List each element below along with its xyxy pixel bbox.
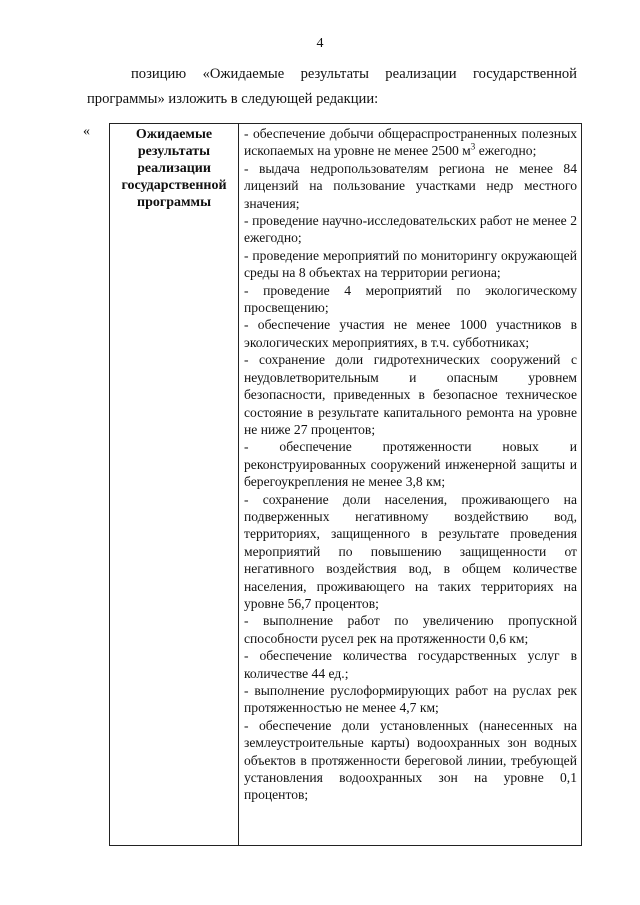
table-content-cell xyxy=(239,124,582,846)
list-item: - выдача недропользователям региона не менее 84 лицензий на пользование участками недр местного значения; xyxy=(244,160,577,211)
page-number: 4 xyxy=(316,36,324,51)
list-item-text-tail: ежегодно; xyxy=(475,143,537,159)
list-item: - обеспечение количества государственных услуг в количестве 44 ед.; xyxy=(244,648,577,681)
list-item: - выполнение работ по увеличению пропускной способности русел рек на протяженности 0,6 км; xyxy=(244,613,577,646)
table-row xyxy=(110,124,582,846)
list-item: - проведение научно-исследовательских работ не менее 2 ежегодно; xyxy=(244,213,577,246)
list-item: - выполнение руслоформирующих работ на руслах рек протяженностью не менее 4,7 км; xyxy=(244,683,577,716)
intro-paragraph xyxy=(87,62,577,112)
list-item: - проведение 4 мероприятий по экологическому просвещению; xyxy=(244,282,577,316)
opening-quote: « xyxy=(83,124,90,139)
intro-line-2: программы» изложить в следующей редакции: xyxy=(87,91,379,107)
list-item: - проведение мероприятий по мониторингу окружающей среды на 8 объектах на территории региона; xyxy=(244,247,577,281)
list-item: - обеспечение участия не менее 1000 участников в экологических мероприятиях, в т.ч. субботниках; xyxy=(244,317,577,350)
list-item: - сохранение доли населения, проживающего на подверженных негативному воздействию вод, территориях, защищенного в результате проведения мероприятий по повышению защищенности от негативного воздействия вод, в общем количестве населения, проживающего на таких территориях на уровне 56,7 процентов; xyxy=(244,491,577,611)
intro-line-1: позицию «Ожидаемые результаты реализации государственной xyxy=(131,66,577,82)
list-item xyxy=(244,125,577,160)
results-table xyxy=(109,123,582,846)
list-item: - сохранение доли гидротехнических сооружений с неудовлетворительным и опасным уровнем безопасности, приведенных в безопасное техническое состояние в результате капитального ремонта на уровне не ниже 27 процентов; xyxy=(244,352,577,437)
list-item: - обеспечение протяженности новых и реконструированных сооружений инженерной защиты и берегоукрепления не менее 3,8 км; xyxy=(244,439,577,490)
superscript: 3 xyxy=(470,141,476,152)
list-item-text: - обеспечение добычи общераспространенных полезных ископаемых на уровне не менее 2500 м xyxy=(244,126,577,159)
table-heading-cell: Ожидаемые результаты реализации государственной программы xyxy=(110,124,239,846)
list-item: - обеспечение доли установленных (нанесенных на землеустроительные карты) водоохранных зон водных объектов в протяженности береговой линии, требующей установления водоохранных зон на уровне 0,1 процентов; xyxy=(244,717,577,803)
